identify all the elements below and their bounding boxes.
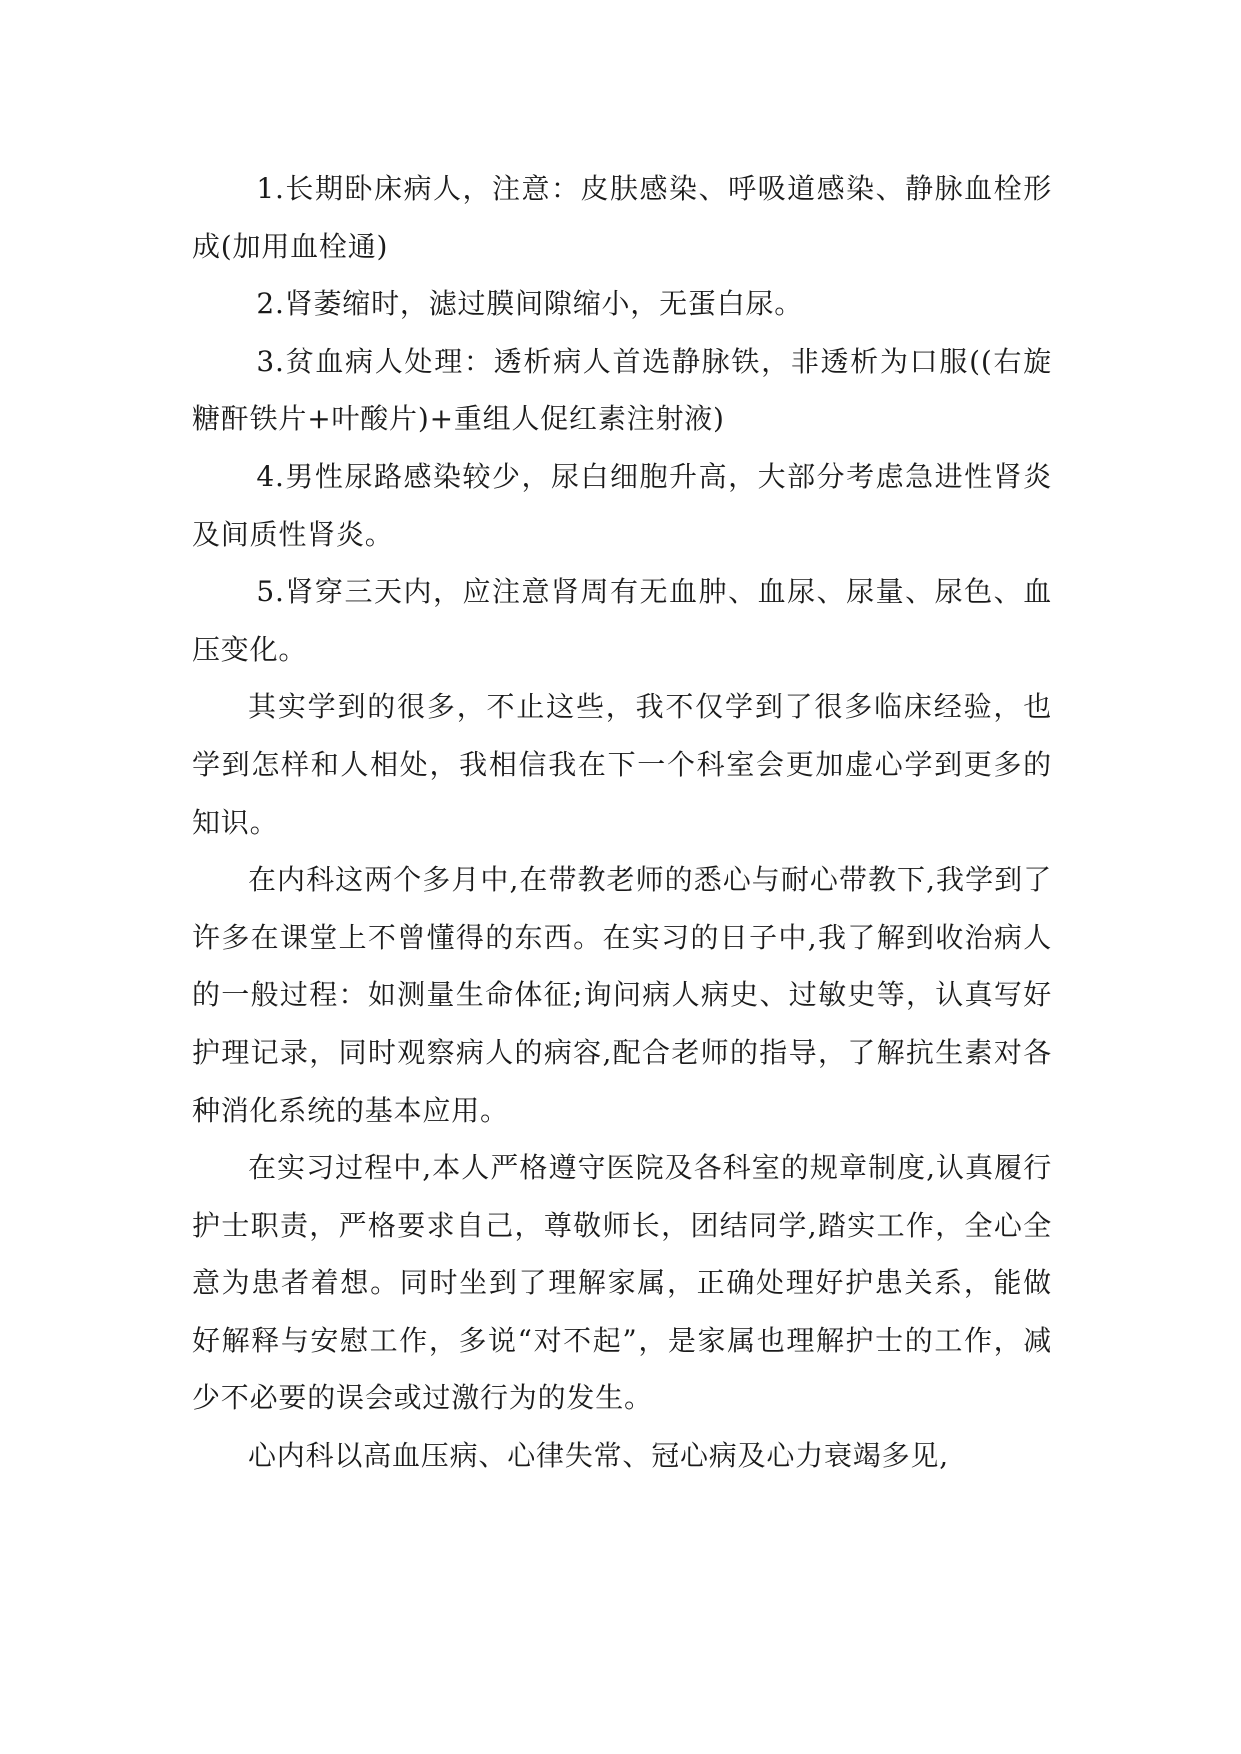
paragraph-item-4: 4.男性尿路感染较少，尿白细胞升高，大部分考虑急进性肾炎及间质性肾炎。 <box>192 459 1052 551</box>
paragraph-item-1: 1.长期卧床病人，注意：皮肤感染、呼吸道感染、静脉血栓形成(加用血栓通) <box>192 172 1052 263</box>
paragraph-internship-conduct: 在实习过程中,本人严格遵守医院及各科室的规章制度,认真履行护士职责，严格要求自己，尊敬师长，团结同学,踏实工作，全心全意为患者着想。同时坐到了理解家属，正确处理好护患关系，能做好解释与安慰工作，多说“对不起”，是家属也理解护士的工作，减少不必要的误会或过激行为的发生。 <box>192 1151 1052 1415</box>
paragraph-item-2: 2.肾萎缩时，滤过膜间隙缩小，无蛋白尿。 <box>256 287 804 321</box>
paragraph-cardiology: 心内科以高血压病、心律失常、冠心病及心力衰竭多见, <box>248 1439 949 1473</box>
paragraph-internal-medicine: 在内科这两个多月中,在带教老师的悉心与耐心带教下,我学到了许多在课堂上不曾懂得的东西。在实习的日子中,我了解到收治病人的一般过程：如测量生命体征;询问病人病史、过敏史等，认真写好护理记录，同时观察病人的病容,配合老师的指导，了解抗生素对各种消化系统的基本应用。 <box>192 863 1052 1127</box>
paragraph-item-3: 3.贫血病人处理：透析病人首选静脉铁，非透析为口服((右旋糖酐铁片+叶酸片)+重组人促红素注射液) <box>192 344 1052 436</box>
document-body <box>192 160 1052 1485</box>
paragraph-summary: 其实学到的很多，不止这些，我不仅学到了很多临床经验，也学到怎样和人相处，我相信我在下一个科室会更加虚心学到更多的知识。 <box>192 690 1052 839</box>
paragraph-item-5: 5.肾穿三天内，应注意肾周有无血肿、血尿、尿量、尿色、血压变化。 <box>192 575 1052 666</box>
